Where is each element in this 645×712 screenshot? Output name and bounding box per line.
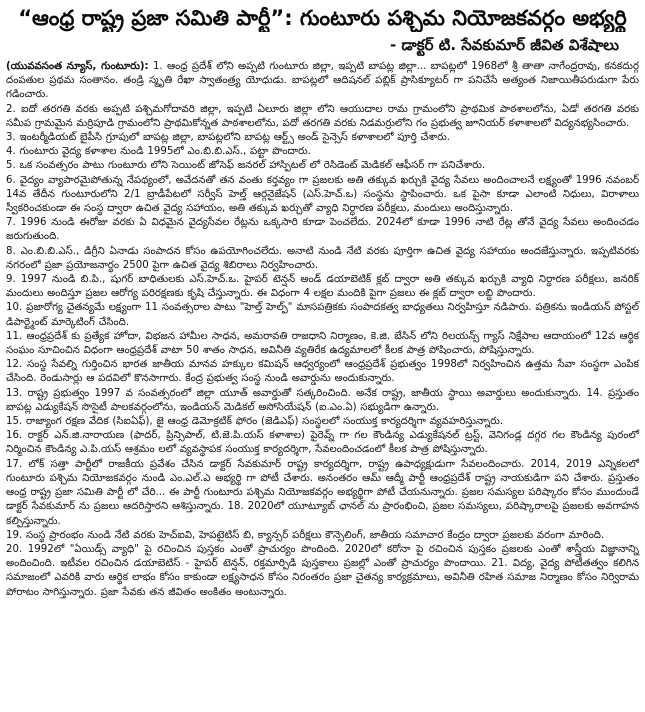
article-paragraph: 12. సంస్థ సేవల్ని గుర్తించిన భారత జాతీయ మానవ హక్కుల కమిషన్ ఆధ్వర్యంలో ఆంధ్రప్రదేశ్ ప్రభుత్వం 1998లో నిర్వహించిన ఉత్తమ సేవా సంస్థగా ఎంపిక చేసింది. రెండుసార్లు ఆ పదవిలో కొనసాగారు. కేంద్ర ప్రభుత్వ సంస్థ నుండి అవార్డును అందుకున్నారు.: [6, 359, 639, 385]
article-paragraph: 11. ఆంధ్రప్రదేశ్ కు ప్రత్యేక హోదా, విభజన హామీల సాధన, అమరావతి రాజధాని నిర్మాణం, కె.జి. బేసిన్ లోని రిలయన్స్ గ్యాస్ నిక్షేపాల ఆదాయంలో 12వ ఆర్థిక సంఘం సూచించిన విధంగా ఆంధ్రప్రదేశ్ వాటా 50 శాతం సాధన, అవినీతి వ్యతిరేక ఉద్యమాలలో కీలక పాత్ర పోషించారు, పోషిస్తున్నారు.: [6, 330, 639, 357]
paragraph-text: 1. ఆంధ్ర ప్రదేశ్ లోని అప్పటి గుంటూరు జిల్లా, ఇప్పటి బాపట్ల జిల్లా... బాపట్లలో 1968లో శ్రీ తాతా నాగేంద్రరావు, కనకదుర్గ దంపతుల ప్రథమ సంతానం. తండ్రి స్మృతి రేఖా స్వాతంత్ర్య యోధుడు. బాపట్లలో ఆదిషనల్ పబ్లిక్ ప్రాసిక్యూటర్ గా పనిచేసే అత్యంత నిజాయితీపరుడుగా పేరు గడించారు.: [6, 61, 639, 101]
article-paragraph: 4. గుంటూరు వైద్య కళాశాల నుండి 1995లో ఎం.బి.బి.ఎస్., పట్టా పొందారు.: [6, 146, 311, 158]
article-paragraph: 17. లోక్ సత్తా పార్టీలో రాజకీయ ప్రవేశం చేసిన డాక్టర్ సేవకుమార్ రాష్ట్ర కార్యదర్శిగా, రాష్ట్ర ఉపాధ్యక్షుడుగా సేవలందించారు. 2014, 2019 ఎన్నికలలో గుంటూరు పశ్చిమ నియోజకవర్గం నుండి ఎం.ఎల్.ఎ అభ్యర్థి గా పోటీ చేశారు. అనంతరం ఆమ్ ఆద్మీ పార్టీ ఆంధ్రప్రదేశ్ రాష్ట్ర నాయకుడిగా పని చేశారు. ప్రస్తుతం ఆంధ్ర రాష్ట్ర ప్రజా సమితి పార్టీ లో చేరి... ఈ పార్టీ గుంటూరు పశ్చిమ నియోజకవర్గం అభ్యర్థిగా పోటీ చేయనున్నారు. ప్రజల సమస్యల పరిష్కారం కోసం ముందుండే డాక్టర్ సేవకుమార్ ను ప్రజలు ఆదరిస్తారని ఆశిస్తున్నారు. 18. 2020లో యూట్యూబ్ ఛానల్ ను ప్రారంభించి, ప్రజల సమస్యలు, పరిష్కారాలపై ప్రజలకు అవగాహన కల్పిస్తున్నారు.: [6, 458, 639, 527]
article-paragraph: 19. సంస్థ ప్రారంభం నుండి నేటి వరకు హెచ్ఐవి, హెపటైటిస్ బి, క్యాన్సర్ పరీక్షలు కౌన్సెలింగ్, జాతీయ సమాచార కేంద్రం ద్వారా ప్రజలకు వరంగా మారింది.: [6, 529, 605, 541]
article-paragraph: 5. ఒక సంవత్సరం పాటు గుంటూరు లోని సెయింట్ జోసెఫ్ జనరల్ హాస్పిటల్ లో రెసిడెంట్ మెడికల్ ఆఫీసర్ గా పనిచేశారు.: [6, 160, 486, 172]
article-byline: - డాక్టర్ టి. సేవకుమార్ జీవిత విశేషాలు: [389, 36, 619, 54]
article-paragraph: 13. రాష్ట్ర ప్రభుత్వం 1997 వ సంవత్సరంలో జిల్లా యూత్ అవార్డుతో సత్కరించింది. అనేక రాష్ట్ర, జాతీయ స్థాయి అవార్డులు అందుకున్నారు. 14. ప్రస్తుతం బాపట్ల ఎడ్యుకేషన్ సొసైటీ పాలకవర్గంలోను, ఇండియన్ మెడికల్ అసోసియేషన్ (ఐ.ఎం.ఏ) సభ్యుడిగా ఉన్నారు.: [6, 387, 639, 413]
article-paragraph: 20. 1992లో "ఏయిడ్స్ వ్యాధి" పై రచించిన పుస్తకం ఎంతో ప్రాచుర్యం పొందింది. 2020లో కరోనా పై రచించిన పుస్తకం ప్రజలకు ఎంతో శాస్త్రీయ విజ్ఞానాన్ని అందించింది. ఇటీవల రచించిన డయాబెటిస్ - హైపర్ టెన్షన్, రక్తమార్పిడి పుస్తకాలు ప్రజల్లో ఎంతో ప్రాచుర్యం పొందాయి. 21. విద్య, వైద్య పోటీతత్వం కలిగిన సమాజంలో ఎవరికి వారు ఆర్థిక లాభం కోసం కాకుండా లక్ష్యసాధన కోసం నిరంతరం ప్రజా చైతన్య కార్యక్రమాలు, అవినీతి రహిత సమాజ నిర్మాణం కోసం నిర్విరామ పోరాటం సాగిస్తున్నారు. ప్రజా సేవకు తన జీవితం అంకితం అంటున్నారు.: [6, 543, 639, 598]
article-paragraph: [6, 60, 639, 103]
dateline: (యువవసంత న్యూస్, గుంటూరు):: [6, 61, 149, 72]
article-paragraph: 16. రాక్టర్ ఎన్.జి.నారాయణ (ఫాదర్, ప్రిన్సిపాల్, టి.జె.పి.యస్ కళాశాల) పైరెవ్న్ గా గల కౌండిన్య ఎడ్యుకేషనల్ ట్రస్ట్, వెనిగండ్ల దగ్గర గల కౌండిన్య పురంలో నిర్మించిన కౌండిన్య ఎ.పి.యస్ ఆశ్రమం లలో వ్యవస్థాపక సంయుక్త కార్యదర్శిగా, సేవలందించడంలో కీలక పాత్ర పోషిస్తున్నారు.: [6, 430, 639, 456]
article-paragraph: 8. ఎం.బి.బి.ఎస్., డిగ్రీని ఏనాడు సంపాదన కోసం ఉపయోగించలేదు. అనాటి నుండి నేటి వరకు పూర్తిగా ఉచిత వైద్య సహాయం అందజేస్తున్నారు. ఇప్పటివరకు నగరంలో ప్రజా ప్రయోజనార్థం 2500 పైగా ఉచిత వైద్య శిబిరాలు నిర్వహించారు.: [6, 245, 639, 271]
article-paragraph: 10. ప్రజారోగ్య చైతన్యమే లక్ష్యంగా 11 సంవత్సరాల పాటు "హెల్త్ హెల్ప్" మాసపత్రికకు సంపాదకత్వ బాధ్యతలు నిర్వహిస్తూ నడిపారు. పత్రికను ఇండియన్ పోస్టల్ డిపార్ట్మెంట్ మార్కెటింగ్ చేసింది.: [6, 302, 639, 328]
article-headline: “ఆంధ్ర రాష్ట్ర ప్రజా సమితి పార్టీ”: గుంటూరు పశ్చిమ నియోజకవర్గం అభ్యర్థి: [18, 6, 627, 30]
article-paragraph: 9. 1997 నుండి బి.పి., షుగర్ బాధితులకు ఎస్.హెచ్.ఒ. హైపర్ టెన్షన్ అండ్ డయాబెటిక్ క్లబ్ ద్వారా అతి తక్కువ ఖర్చుకి వ్యాధి నిర్ధారణ పరీక్షలు, జనరిక్ మందులు అందిస్తూ ప్రజల ఆరోగ్య పరిరక్షణకు కృషి చేస్తున్నారు. ఈ విధంగా 4 లక్షల మందికి పైగా ప్రజలు ఈ క్లబ్ ద్వారా లబ్ధి పొందారు.: [6, 274, 639, 300]
article-paragraph: 3. ఇంటర్మీడియట్ బైపీసి గ్రూపులో బాపట్ల జిల్లా, బాపట్లలోని బాపట్ల ఆర్ట్స్ అండ్ సైన్సెస్ కళాశాలలో పూర్తి చేశారు.: [6, 132, 451, 144]
article-body: [6, 60, 639, 600]
article-paragraph: 15. రాజ్యాంగ రక్షణ వేదిక (సిఐఏఫ్), జై ఆంధ్ర డెమోక్రటిక్ ఫోరం (జెడిఎఫ్) సంస్థలలో సంయుక్త కార్యదర్శిగా వ్యవహరిస్తున్నారు.: [6, 416, 504, 428]
article-paragraph: 2. ఐదో తరగతి వరకు అప్పటి పశ్చిమగోదావరి జిల్లా, ఇప్పటి ఏలూరు జిల్లా లోని ఆయుదాల రామ గ్రామంలోని ప్రాథమిక పాఠశాలలోను, ఏడో తరగతి వరకు సమీప గ్రామమైన మర్రిపూడి గ్రామంలోని ప్రాథమికోన్నత పాఠశాలలోను, పదో తరగతి వరకు నిడమర్రులోని గం ప్రభుత్వ జూనియర్ కళాశాలలో విద్యనభ్యసించారు.: [6, 103, 639, 129]
article-paragraph: 7. 1996 నుండి ఈరోజు వరకు ఏ విధమైన వైద్యసేవల రేట్లను ఒక్కసారి కూడా పెంచలేదు. 2024లో కూడా 1996 నాటి రేట్ల తోనే వైద్య సేవలు అందించడం జరుగుతుంది.: [6, 217, 639, 243]
article-paragraph: 6. వైద్యం వ్యాపారమైపోతున్న నేపథ్యంలో, అవేదనతో తన వంతు కర్తవ్యం గా ప్రజలకు అతి తక్కువ ఖర్చుకి వైద్య సేవలు అందించాలనే లక్ష్యంతో 1996 నవంబర్ 14వ తేదీన గుంటూరులోని 2/1 బ్రాడీపేటలో సర్వీస్ హెల్త్ ఆర్గనైజేషన్ (ఎస్.హెచ్.ఒ) సంస్థను స్థాపించారు. ఒక పైసా కూడా ఎలాంటి నిధులు, విరాళాలు స్వీకరించకుండా ఈ సంస్థ ద్వారా ఉచిత వైద్య సహాయం, అతి తక్కువ ఖర్చుతో వ్యాధి నిర్ధారణ పరీక్షలు, మందులు అందిస్తున్నారు.: [6, 174, 639, 215]
